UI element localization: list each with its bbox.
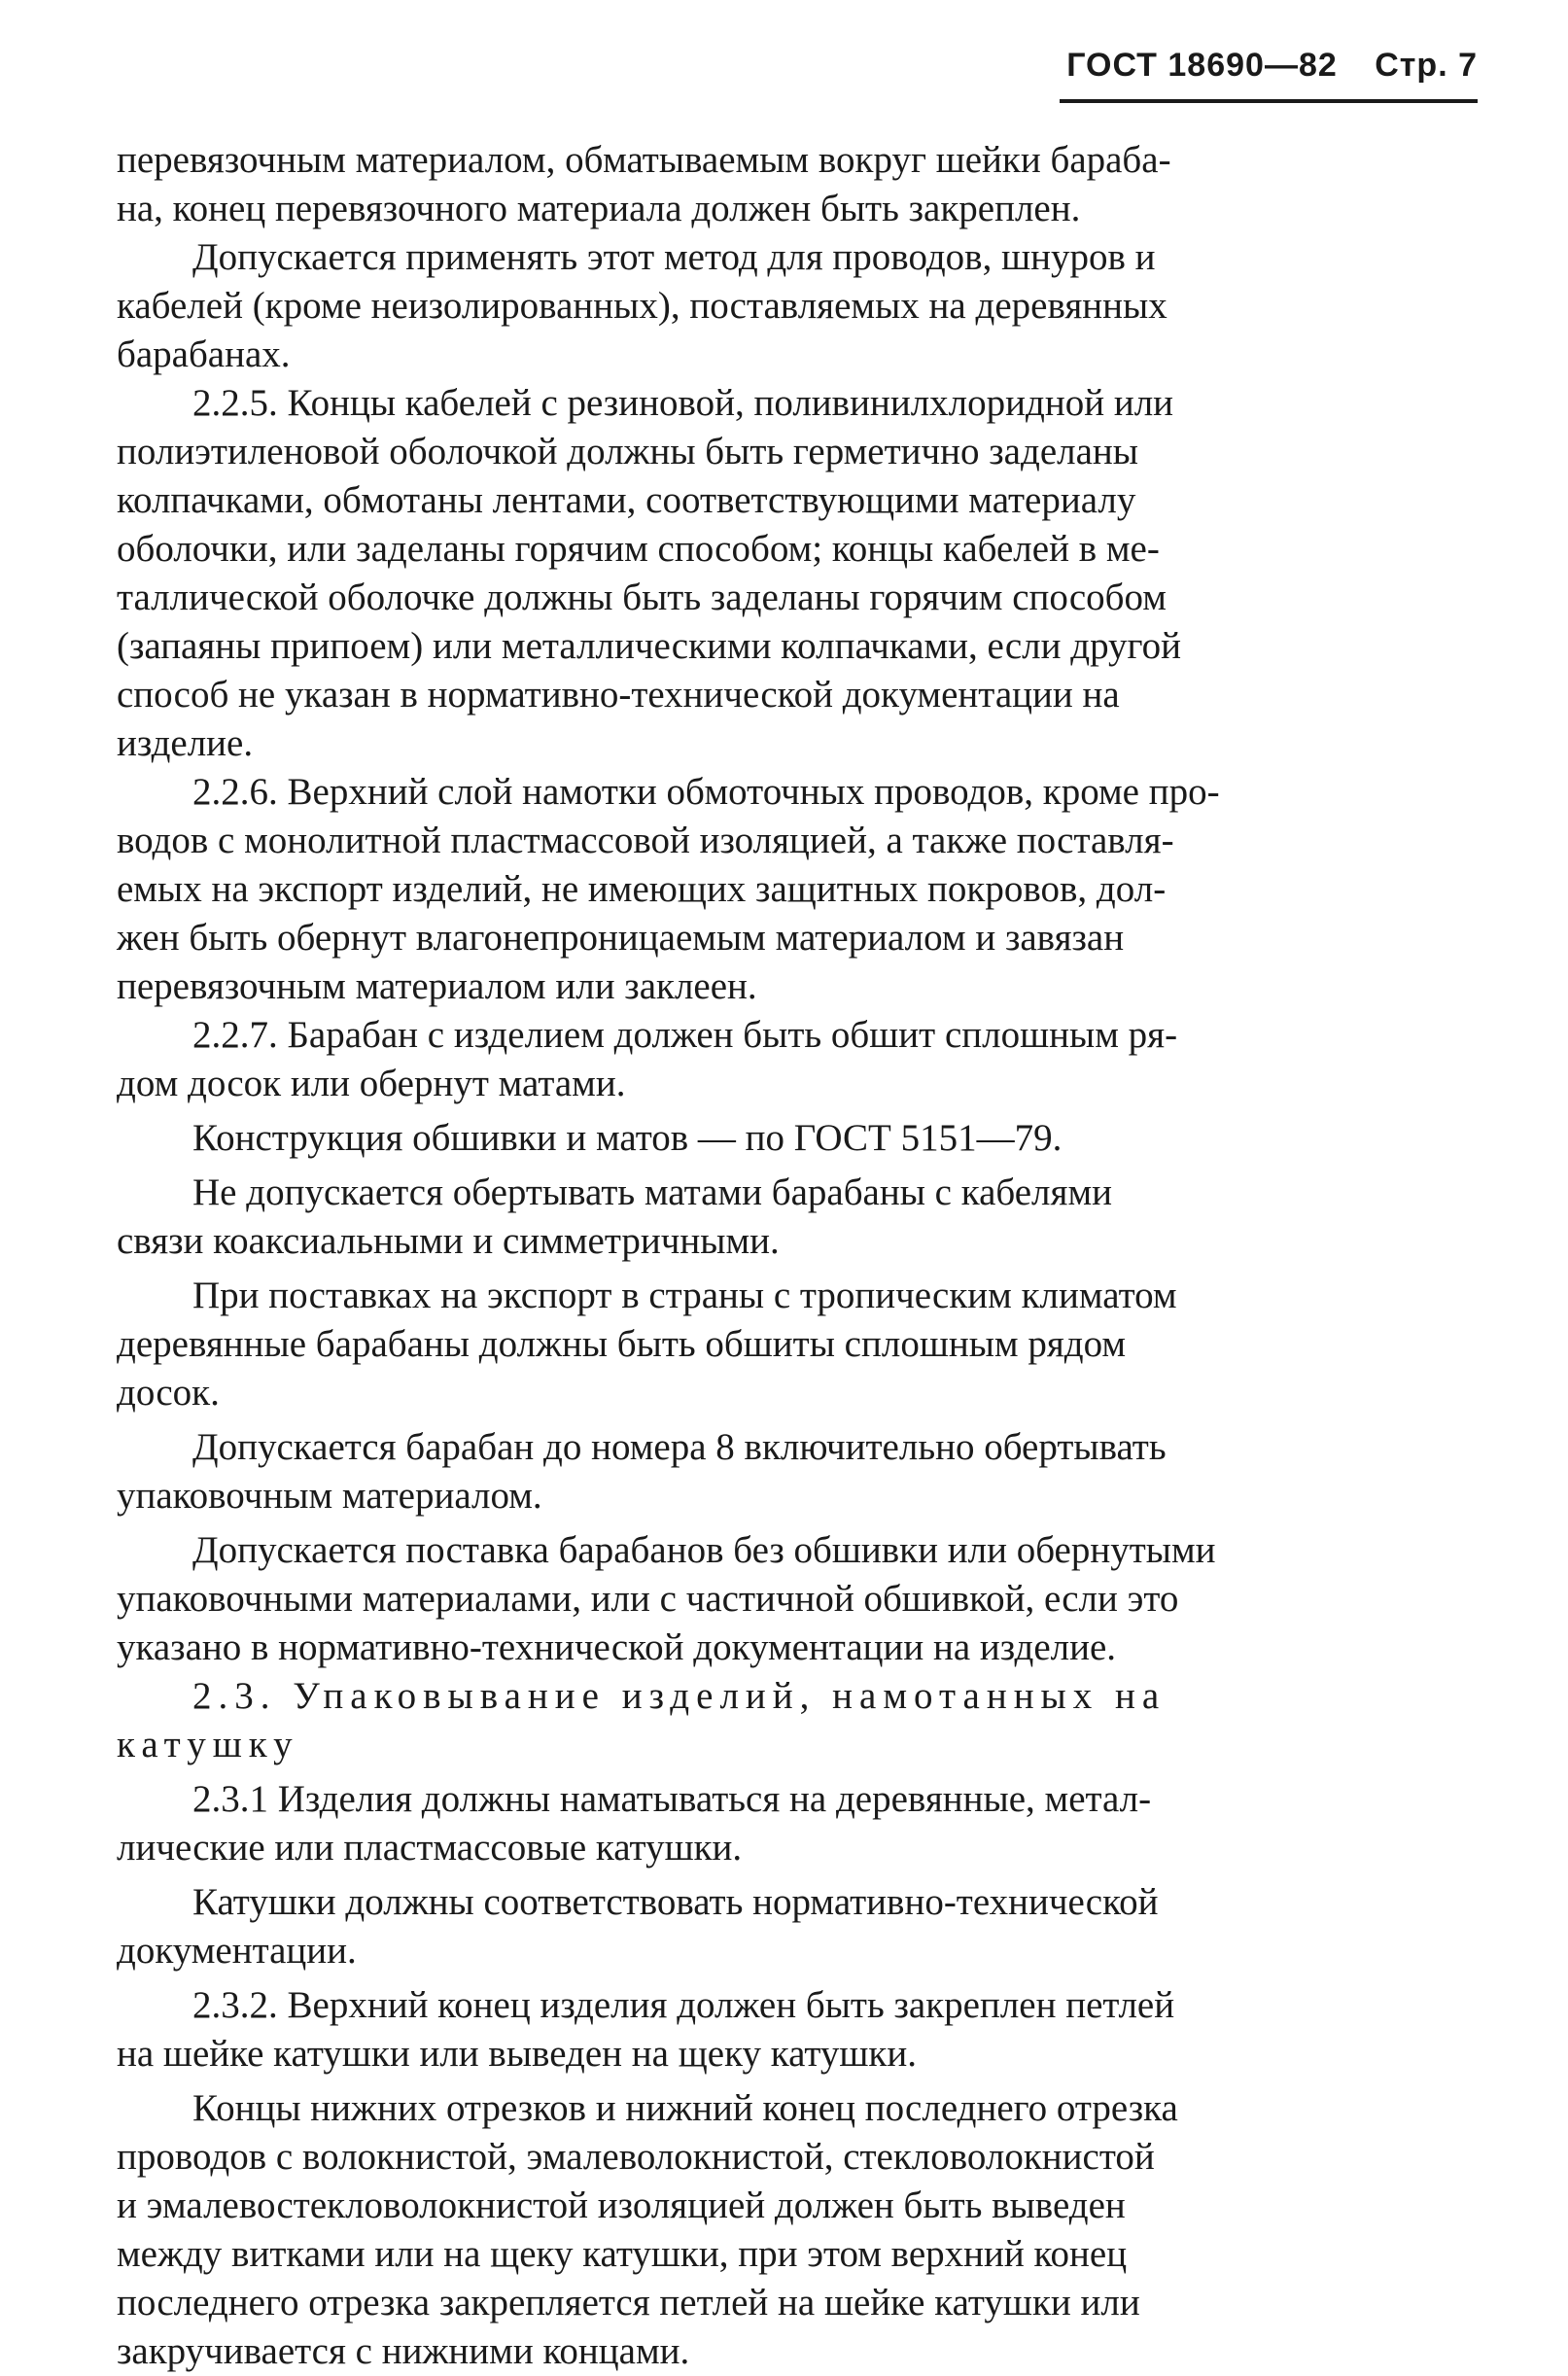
text-line: (запаяны припоем) или металлическими колпачками, если другой xyxy=(117,625,1181,667)
text-line: Допускается применять этот метод для проводов, шнуров и xyxy=(192,236,1156,278)
text-line: документации. xyxy=(117,1930,357,1972)
text-line: таллической оболочке должны быть заделаны горячим способом xyxy=(117,577,1167,618)
text-line: проводов с волокнистой, эмалеволокнистой, стекловолокнистой xyxy=(117,2136,1155,2178)
text-line: последнего отрезка закрепляется петлей на шейке катушки или xyxy=(117,2282,1140,2324)
text-line: Катушки должны соответствовать нормативно-технической xyxy=(192,1881,1159,1923)
text-line: 2.3.1 Изделия должны наматываться на деревянные, метал- xyxy=(192,1778,1152,1820)
text-line: указано в нормативно-технической документации на изделие. xyxy=(117,1626,1117,1668)
page-number: Стр. 7 xyxy=(1375,47,1478,84)
text-line: закручивается с нижними концами. xyxy=(117,2330,690,2372)
text-line: между витками или на щеку катушки, при этом верхний конец xyxy=(117,2233,1128,2275)
body-text xyxy=(117,136,1468,2376)
text-line: и эмалевостекловолокнистой изоляцией должен быть выведен xyxy=(117,2184,1126,2226)
text-line: перевязочным материалом, обматываемым вокруг шейки бараба- xyxy=(117,139,1171,181)
text-line: При поставках на экспорт в страны с тропическим климатом xyxy=(192,1275,1177,1316)
text-line: дом досок или обернут матами. xyxy=(117,1063,626,1104)
text-line: 2.2.5. Концы кабелей с резиновой, поливинилхлоридной или xyxy=(192,382,1174,424)
text-line: изделие. xyxy=(117,722,254,764)
running-header xyxy=(1060,47,1478,103)
text-line: барабанах. xyxy=(117,333,291,375)
text-line: колпачками, обмотаны лентами, соответствующими материалу xyxy=(117,479,1136,521)
text-line: Концы нижних отрезков и нижний конец последнего отрезка xyxy=(192,2087,1178,2129)
text-line: Не допускается обертывать матами барабаны с кабелями xyxy=(192,1171,1112,1213)
text-line: деревянные барабаны должны быть обшиты сплошным рядом xyxy=(117,1323,1127,1365)
section-heading: катушку xyxy=(117,1724,299,1765)
text-line: досок. xyxy=(117,1372,220,1414)
text-line: емых на экспорт изделий, не имеющих защитных покровов, дол- xyxy=(117,868,1167,910)
text-line: на шейке катушки или выведен на щеку катушки. xyxy=(117,2033,917,2075)
text-line: Конструкция обшивки и матов — по ГОСТ 5151—79. xyxy=(192,1117,1063,1159)
text-line: способ не указан в нормативно-технической документации на xyxy=(117,674,1120,716)
text-line: упаковочным материалом. xyxy=(117,1475,542,1517)
text-line: лические или пластмассовые катушки. xyxy=(117,1827,743,1869)
text-line: связи коаксиальными и симметричными. xyxy=(117,1220,780,1262)
text-line: упаковочными материалами, или с частичной обшивкой, если это xyxy=(117,1578,1179,1620)
text-line: 2.2.7. Барабан с изделием должен быть обшит сплошным ря- xyxy=(192,1014,1178,1056)
text-line: кабелей (кроме неизолированных), поставляемых на деревянных xyxy=(117,285,1167,327)
text-line: 2.2.6. Верхний слой намотки обмоточных проводов, кроме про- xyxy=(192,771,1220,813)
standard-number: ГОСТ 18690—82 xyxy=(1066,47,1338,84)
text-line: на, конец перевязочного материала должен быть закреплен. xyxy=(117,188,1081,229)
text-line: жен быть обернут влагонепроницаемым материалом и завязан xyxy=(117,917,1125,959)
text-line: Допускается поставка барабанов без обшивки или обернутыми xyxy=(192,1529,1216,1571)
text-line: оболочки, или заделаны горячим способом; концы кабелей в ме- xyxy=(117,528,1160,570)
text-line: водов с монолитной пластмассовой изоляцией, а также поставля- xyxy=(117,820,1174,861)
text-line: перевязочным материалом или заклеен. xyxy=(117,965,757,1007)
text-line: 2.3.2. Верхний конец изделия должен быть закреплен петлей xyxy=(192,1984,1175,2026)
text-line: полиэтиленовой оболочкой должны быть герметично заделаны xyxy=(117,431,1138,472)
text-line: Допускается барабан до номера 8 включительно обертывать xyxy=(192,1426,1167,1468)
section-heading: 2.3. Упаковывание изделий, намотанных на xyxy=(192,1675,1167,1717)
